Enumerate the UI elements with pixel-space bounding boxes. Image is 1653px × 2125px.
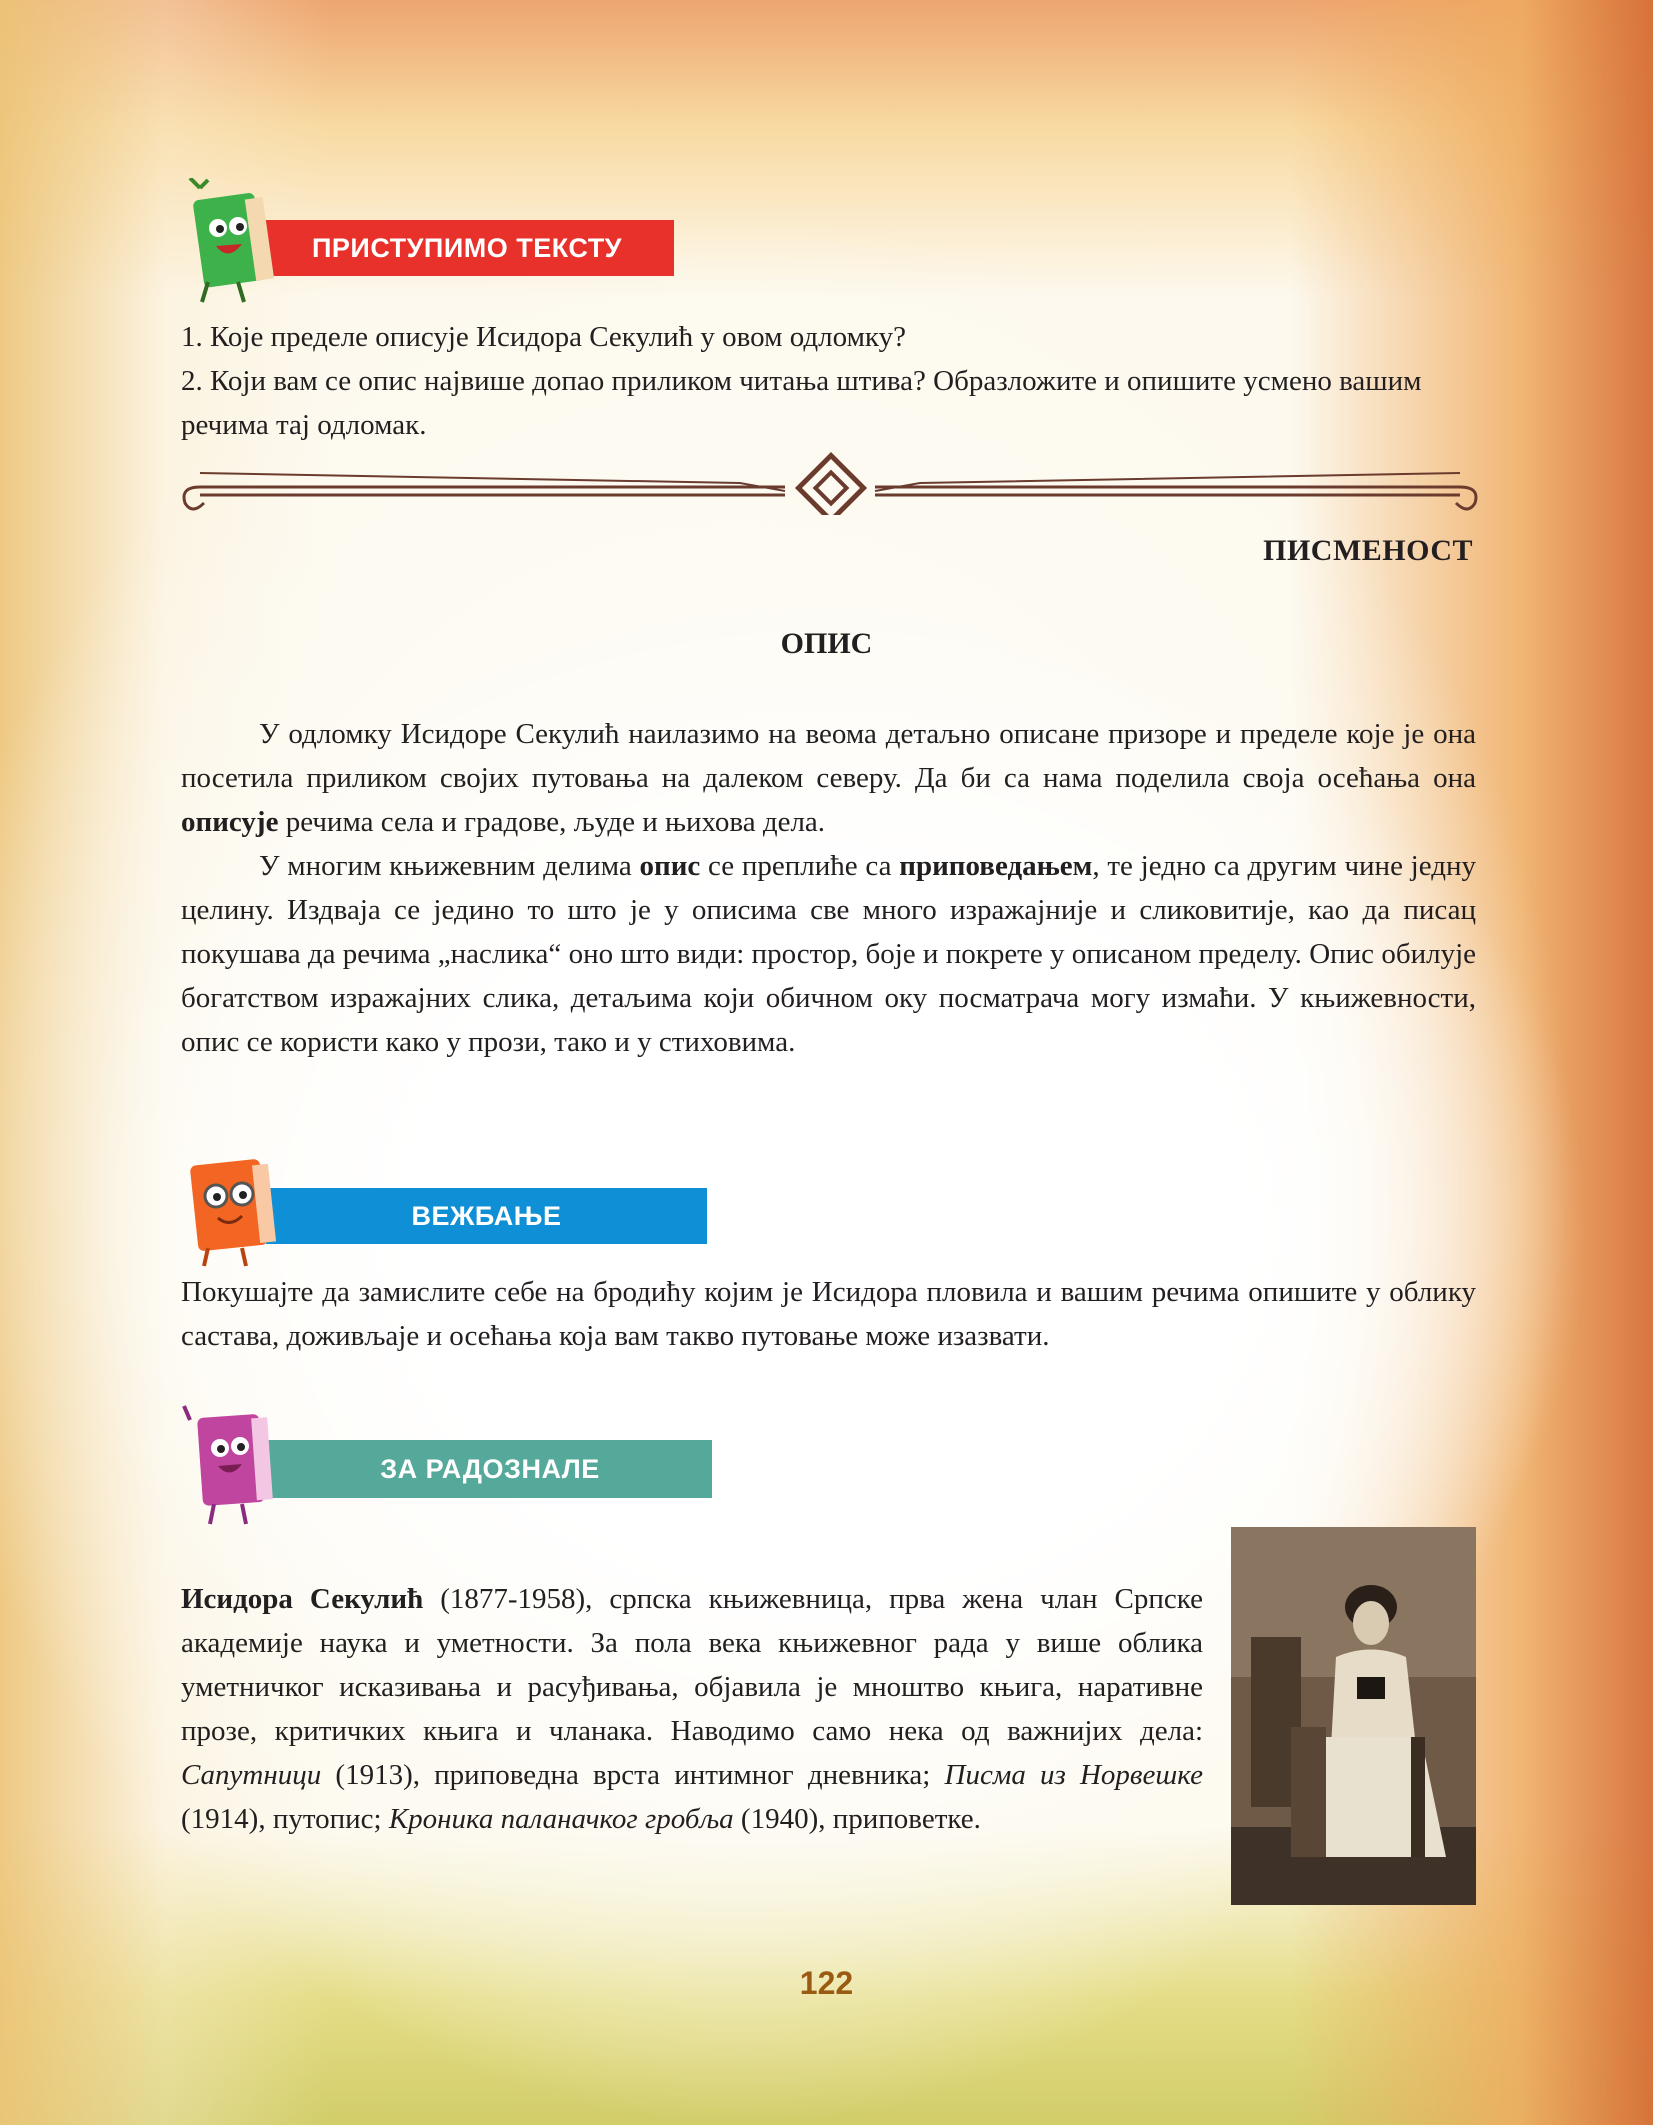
question-1: 1. Које пределе описује Исидора Секулић у овом одломку? — [181, 321, 906, 353]
work-title: Сапутници — [181, 1759, 322, 1791]
bold-term: описује — [181, 806, 279, 838]
approach-banner-label: ПРИСТУПИМО ТЕКСТУ — [312, 232, 622, 263]
description-body — [181, 712, 1476, 1064]
approach-text-banner — [180, 178, 700, 308]
ornamental-divider — [180, 445, 1480, 515]
question-2: 2. Који вам се опис највише допао приликом читања штива? Образложите и опишите усмено вашим речима тај одломак. — [181, 365, 1422, 441]
work-title: Кроника паланачког гробља — [388, 1803, 734, 1835]
curious-banner-bar — [268, 1440, 712, 1498]
section-title: ОПИС — [780, 627, 873, 660]
bio-name: Исидора Секулић — [181, 1583, 424, 1615]
questions-block — [181, 315, 1476, 447]
seated-woman-portrait — [1231, 1527, 1476, 1905]
exercise-text: Покушајте да замислите себе на бродићу којим је Исидора пловила и вашим речима опишите у облику састава, доживљаје и осећања која вам такво путовање може изазвати. — [181, 1276, 1476, 1352]
exercise-banner-label: ВЕЖБАЊЕ — [411, 1200, 562, 1231]
exercise-banner — [180, 1150, 720, 1270]
pink-book-mascot-icon — [180, 1400, 290, 1530]
portrait-photo — [1231, 1527, 1476, 1905]
bio-text: Исидора Секулић (1877-1958), српска књижевница, прва жена члан Српске академије наука и уметности. За пола века књижевног рада у више облика уметничког исказивања и расуђивања, објавила је мноштво књига, наративне прозе, критичких књига и чланака. Наводимо само нека од важнијих дела: Сапутници (1913), приповедна врста интимног дневника; Писма из Норвешке (1914), путопис; Кроника паланачког гробља (1940), приповетке. — [181, 1583, 1203, 1835]
page-number: 122 — [799, 1965, 854, 2001]
orange-book-mascot-icon — [180, 1150, 290, 1270]
paragraph-2: У многим књижевним делима опис се преплиће са приповедањем, те једно са другим чине једну целину. Издваја се једино то што је у описима све много изражајније и сликовитије, као да писац покушава да речима „наслика“ оно што види: простор, боје и покрете у описаном пределу. Опис обилује богатством изражајних слика, детаљима који обичном оку посматрача могу измаћи. У књижевности, опис се користи како у прози, тако и у стиховима. — [181, 850, 1477, 1058]
approach-banner-bar — [260, 220, 674, 276]
curious-banner-label: ЗА РАДОЗНАЛЕ — [380, 1453, 600, 1484]
exercise-banner-bar — [266, 1188, 707, 1244]
green-book-mascot-icon — [180, 178, 290, 308]
curious-banner — [180, 1400, 720, 1530]
paragraph-1: У одломку Исидоре Секулић наилазимо на веома детаљно описане призоре и пределе које је она посетила приликом својих путовања на далеком северу. Да би са нама поделила своја осећања она описује речима села и градове, људе и њихова дела. — [181, 718, 1476, 838]
work-title: Писма из Норвешке — [944, 1759, 1203, 1791]
section-label: ПИСМЕНОСТ — [1263, 534, 1473, 567]
bold-term: опис — [639, 850, 701, 882]
bold-term: приповедањем — [899, 850, 1093, 882]
